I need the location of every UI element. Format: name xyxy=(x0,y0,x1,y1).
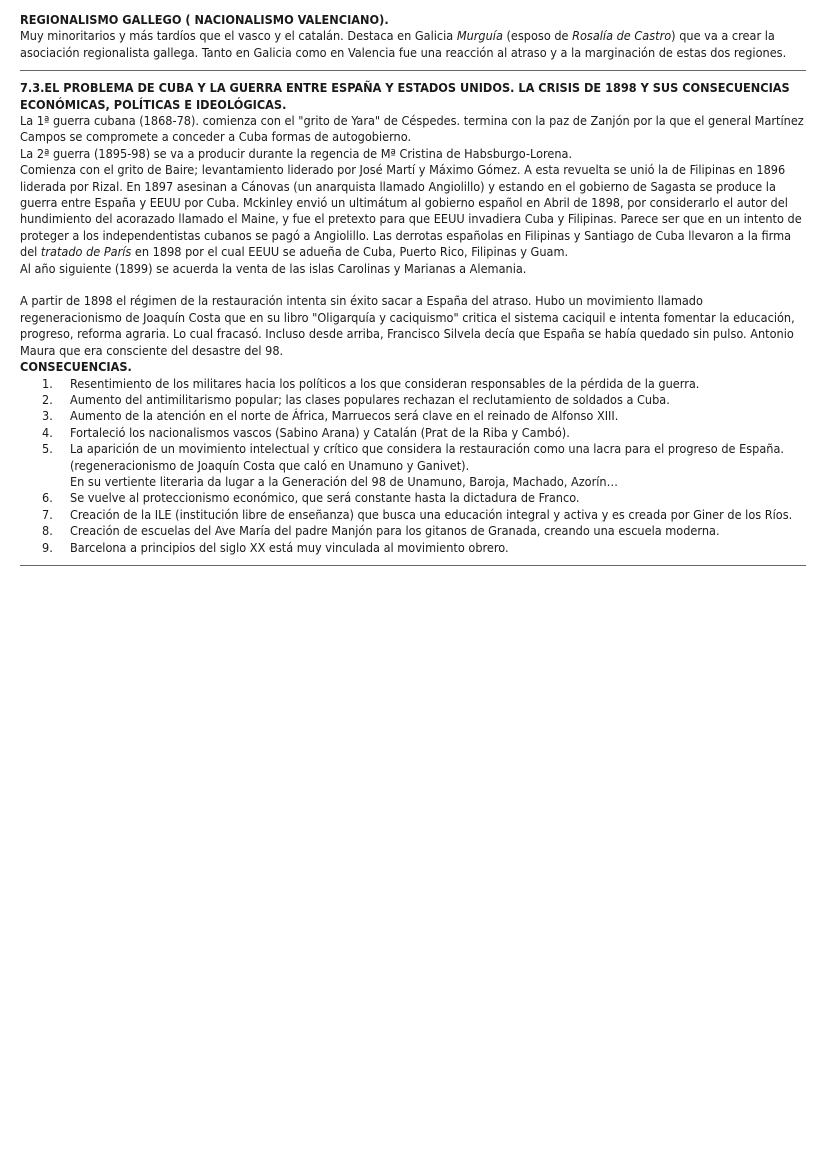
list-item xyxy=(20,408,806,424)
text-run: (esposo de xyxy=(502,28,573,44)
paragraph xyxy=(20,28,806,61)
paragraph: La 1ª guerra cubana (1868-78). comienza con el "grito de Yara" de Céspedes. termina con la paz de Zanjón por la que el general Martínez Campos se compromete a conceder a Cuba formas de autogobierno. xyxy=(20,113,804,145)
text-run: ) que va a crear la asociación regionalista gallega. Tanto en Galicia como en Valencia fue una reacción al atraso y a la marginación de estas dos regiones. xyxy=(20,28,787,60)
list-item xyxy=(20,540,806,556)
list-number: 6. xyxy=(42,490,53,506)
list-text: La aparición de un movimiento intelectual y crítico que considera la restauración como una lacra para el progreso de España. (regeneracionismo de Joaquín Costa que caló en Unamuno y Ganivet). xyxy=(70,441,785,473)
list-text: Creación de escuelas del Ave María del padre Manjón para los gitanos de Granada, creando una escuela moderna. xyxy=(70,523,720,539)
list-number: 5. xyxy=(42,441,53,457)
consequences-list xyxy=(20,376,806,556)
text-run: Muy minoritarios y más tardíos que el vasco y el catalán. Destaca en Galicia xyxy=(20,28,457,44)
list-number: 4. xyxy=(42,424,53,440)
text-run: en 1898 por el cual EEUU se adueña de Cuba, Puerto Rico, Filipinas y Guam. xyxy=(131,244,569,260)
list-item xyxy=(20,441,806,490)
list-number: 9. xyxy=(42,539,53,555)
italic-text: Murguía xyxy=(456,28,503,44)
section-regionalismo-gallego xyxy=(20,12,806,61)
section-cuba-1898 xyxy=(20,80,806,556)
list-number: 1. xyxy=(42,375,53,391)
italic-text: tratado de París xyxy=(40,244,132,260)
list-text: Se vuelve al proteccionismo económico, que será constante hasta la dictadura de Franco. xyxy=(70,490,580,506)
list-text: Fortaleció los nacionalismos vascos (Sabino Arana) y Catalán (Prat de la Riba y Cambó). xyxy=(70,424,570,440)
list-text: Creación de la ILE (institución libre de enseñanza) que busca una educación integral y activa y es creada por Giner de los Ríos. xyxy=(70,506,793,522)
paragraph xyxy=(20,162,806,260)
section-title: REGIONALISMO GALLEGO ( NACIONALISMO VALENCIANO). xyxy=(20,12,389,27)
paragraph: La 2ª guerra (1895-98) se va a producir durante la regencia de Mª Cristina de Habsburgo-Lorena. xyxy=(20,145,573,161)
blank-line xyxy=(20,277,806,293)
divider xyxy=(20,70,806,71)
list-text-continuation: En su vertiente literaria da lugar a la Generación del 98 de Unamuno, Baroja, Machado, Azorín… xyxy=(70,473,618,489)
list-number: 8. xyxy=(42,523,53,539)
text-run: Comienza con el grito de Baire; levantamiento liderado por José Martí y Máximo Gómez. A esta revuelta se unió la de Filipinas en 1896 liderada por Rizal. En 1897 asesinan a Cánovas (un anarquista llamado Angiolillo) y estando en el gobierno de Sagasta se produce la guerra entre España y EEUU por Cuba. Mckinley envió un ultimátum al gobierno español en Abril de 1898, por considerarlo el autor del hundimiento del acorazado llamado el Maine, y fue el pretexto para que EEUU invadiera Cuba y Filipinas. Parece ser que en un intento de proteger a los independentistas cubanos se pagó a Angiolillo. Las derrotas españolas en Filipinas y Santiago de Cuba llevaron a la firma del xyxy=(20,162,802,260)
divider xyxy=(20,565,806,566)
consequences-title: CONSECUENCIAS. xyxy=(20,359,132,375)
list-number: 7. xyxy=(42,506,53,522)
list-number: 3. xyxy=(42,408,53,424)
list-text: Aumento del antimilitarismo popular; las clases populares rechazan el reclutamiento de soldados a Cuba. xyxy=(70,391,670,407)
list-text: Barcelona a principios del siglo XX está muy vinculada al movimiento obrero. xyxy=(70,539,509,555)
italic-text: Rosalía de Castro xyxy=(572,28,672,44)
list-number: 2. xyxy=(42,391,53,407)
list-item xyxy=(20,523,806,539)
document-page xyxy=(20,12,806,575)
list-item xyxy=(20,507,806,523)
list-item xyxy=(20,376,806,392)
list-text: Resentimiento de los militares hacia los políticos a los que consideran responsables de la pérdida de la guerra. xyxy=(70,375,700,391)
list-item xyxy=(20,392,806,408)
paragraph: Al año siguiente (1899) se acuerda la venta de las islas Carolinas y Marianas a Alemania. xyxy=(20,260,527,276)
section-title: 7.3.EL PROBLEMA DE CUBA Y LA GUERRA ENTRE ESPAÑA Y ESTADOS UNIDOS. LA CRISIS DE 1898 Y SUS CONSECUENCIAS ECONÓMICAS, POLÍTICAS E IDEOLÓGICAS. xyxy=(20,80,790,112)
paragraph: A partir de 1898 el régimen de la restauración intenta sin éxito sacar a España del atraso. Hubo un movimiento llamado regeneracionismo de Joaquín Costa que en su libro "Oligarquía y caciquismo" critica el sistema caciquil e intenta fomentar la educación, progreso, reforma agraria. Lo cual fracasó. Incluso desde arriba, Francisco Silvela decía que España se había quedado sin pulso. Antonio Maura que era consciente del desastre del 98. xyxy=(20,293,795,358)
list-item xyxy=(20,425,806,441)
list-item xyxy=(20,490,806,506)
list-text: Aumento de la atención en el norte de África, Marruecos será clave en el reinado de Alfonso XIII. xyxy=(70,408,619,424)
